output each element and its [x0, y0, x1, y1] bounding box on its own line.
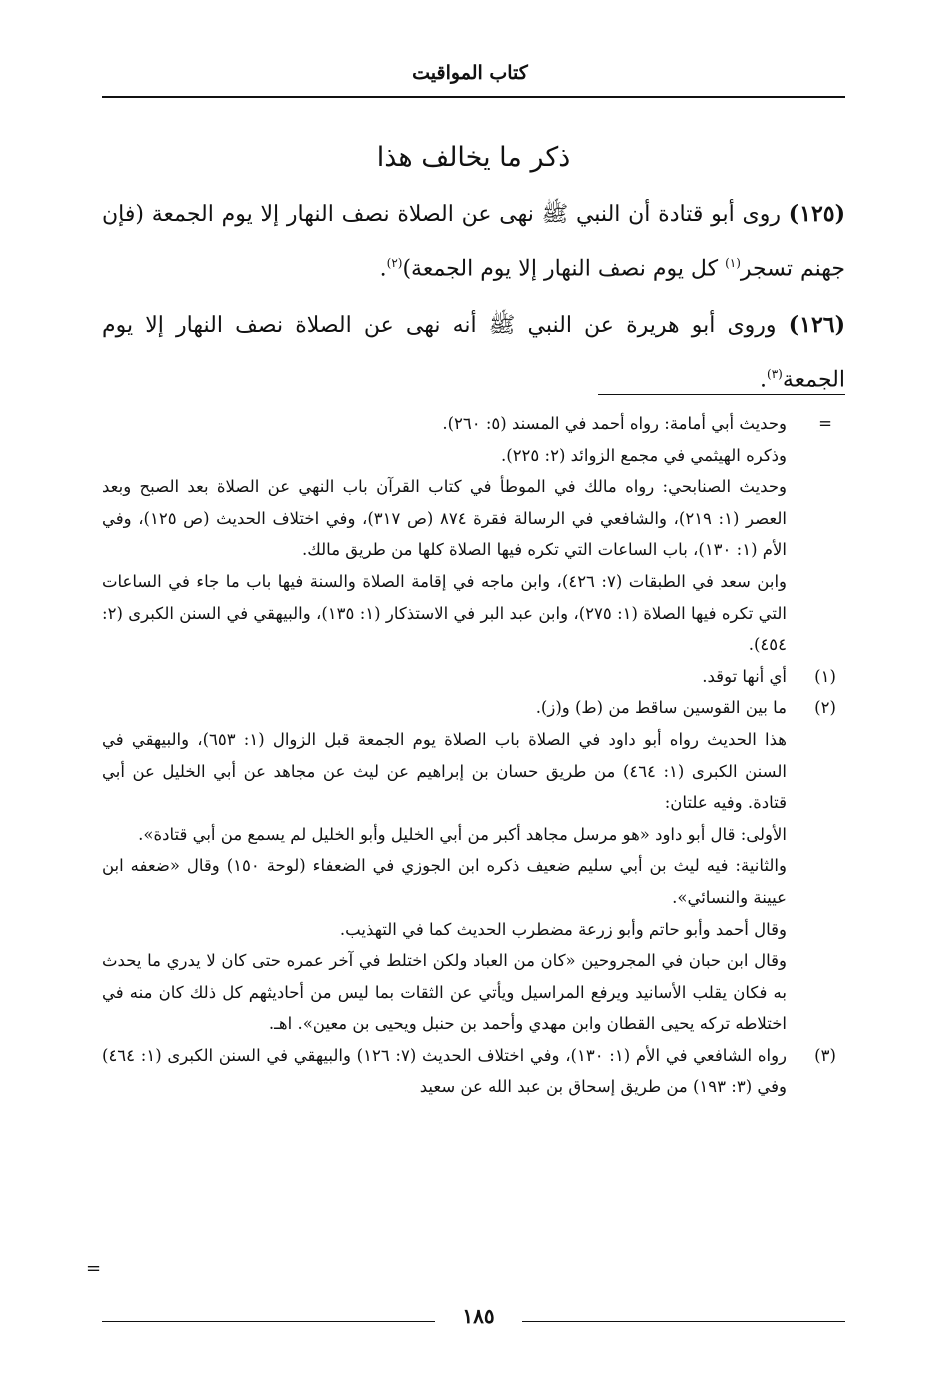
footnote-paragraph: وابن سعد في الطبقات (٧: ٤٢٦)، وابن ماجه في إقامة الصلاة والسنة فيها باب ما جاء في الساعات التي تكره فيها الصلاة (١: ٢٧٥)، وابن عبد البر في الاستذكار (١: ١٣٥)، والبيهقي في السنن الكبرى (٢: ٤٥٤).	[102, 571, 787, 655]
hadith-text: كل يوم نصف النهار إلا يوم الجمعة)	[402, 256, 726, 282]
hadith-text: وروى أبو هريرة عن النبي ﷺ أنه نهى عن الصلاة نصف النهار إلا يوم الجمعة	[102, 313, 845, 393]
hadith-number: (١٢٥)	[788, 201, 845, 227]
main-text	[102, 190, 845, 413]
page-number: ١٨٥	[462, 1304, 495, 1328]
footer-rule-right	[522, 1321, 845, 1322]
footnote-paragraph: الأولى: قال أبو داود «هو مرسل مجاهد أكبر من أبي الخليل وأبو الخليل لم يسمع من أبي قتادة».	[138, 824, 787, 844]
footnote-paragraph: وقال ابن حبان في المجروحين «كان من العباد ولكن اختلط في آخر عمره حتى كان لا يدري ما يحدث به فكان يقلب الأسانيد ويرفع المراسيل ويأتي عن الثقات بما ليس من أحاديثهم كل ذلك كان منه في اختلاطه تركه يحيى القطان وابن مهدي وأحمد بن حنبل ويحيى بن معين». اهـ.	[102, 951, 787, 1034]
footnote-label: (٣)	[814, 1045, 836, 1065]
footnote-continuation	[102, 408, 845, 661]
footnote-paragraph: هذا الحديث رواه أبو داود في الصلاة باب الصلاة يوم الجمعة قبل الزوال (١: ٦٥٣)، والبيهقي في السنن الكبرى (١: ٤٦٤) من طريق حسان بن إبراهيم عن ليث عن مجاهد عن أبي الخليل عن أبي قتادة. وفيه علتان:	[102, 729, 787, 813]
footnote-paragraph: ما بين القوسين ساقط من (ط) و(ز).	[535, 698, 787, 718]
page-footer	[102, 1304, 845, 1334]
footnote-label: (١)	[814, 666, 836, 686]
footnote-1	[102, 661, 845, 693]
footnote-paragraph: والثانية: فيه ليث بن أبي سليم ضعيف ذكره ابن الجوزي في الضعفاء (لوحة ١٥٠) وقال «ضعفه ابن عيينة والنسائي».	[102, 856, 787, 907]
hadith-125	[102, 190, 845, 293]
footnote-paragraph: وذكره الهيثمي في مجمع الزوائد (٢: ٢٢٥).	[501, 445, 787, 465]
footnote-label: (٢)	[814, 698, 836, 718]
hadith-text: روى أبو قتادة أن النبي ﷺ نهى عن الصلاة نصف النهار إلا يوم الجمعة (فإن جهنم تسجر	[102, 202, 845, 282]
footnote-paragraph: وحديث الصنابحي: رواه مالك في الموطأ في كتاب القرآن باب النهي عن الصلاة بعد الصبح وبعد العصر (١: ٢١٩)، والشافعي في الرسالة فقرة ٨٧٤ (ص ٣١٧)، وفي اختلاف الحديث (ص ١٢٥)، وفي الأم (١: ١٣٠)، باب الساعات التي تكره فيها الصلاة كلها من طريق مالك.	[102, 477, 787, 560]
footnote-ref: (١)	[725, 256, 741, 270]
header-rule	[102, 96, 845, 98]
hadith-number: (١٢٦)	[788, 312, 845, 339]
hadith-126	[102, 301, 845, 404]
footnote-3	[102, 1040, 845, 1103]
footnote-paragraph: وقال أحمد وأبو حاتم وأبو زرعة مضطرب الحديث كما في التهذيب.	[339, 919, 787, 939]
hadith-end: .	[379, 256, 387, 282]
footer-rule-left	[102, 1321, 435, 1322]
footnote-separator	[598, 394, 845, 395]
continuation-mark: =	[86, 1258, 102, 1279]
footnotes	[102, 408, 845, 1103]
running-title: كتاب المواقيت	[412, 62, 528, 84]
footnote-ref: (٢)	[386, 256, 403, 270]
footnote-paragraph: أي أنها توقد.	[702, 666, 787, 686]
footnote-2	[102, 692, 845, 1040]
footnote-paragraph: رواه الشافعي في الأم (١: ١٣٠)، وفي اختلاف الحديث (٧: ١٢٦) والبيهقي في السنن الكبرى (١: ٤٦٤) وفي (٣: ١٩٣) من طريق إسحاق بن عبد الله عن سعيد	[102, 1045, 788, 1097]
hadith-end: .	[760, 367, 768, 393]
footnote-ref: (٣)	[767, 367, 783, 382]
footnote-label: =	[818, 414, 832, 433]
footnote-paragraph: وحديث أبي أمامة: رواه أحمد في المسند (٥: ٢٦٠).	[442, 414, 787, 433]
section-heading: ذكر ما يخالف هذا	[376, 142, 571, 173]
